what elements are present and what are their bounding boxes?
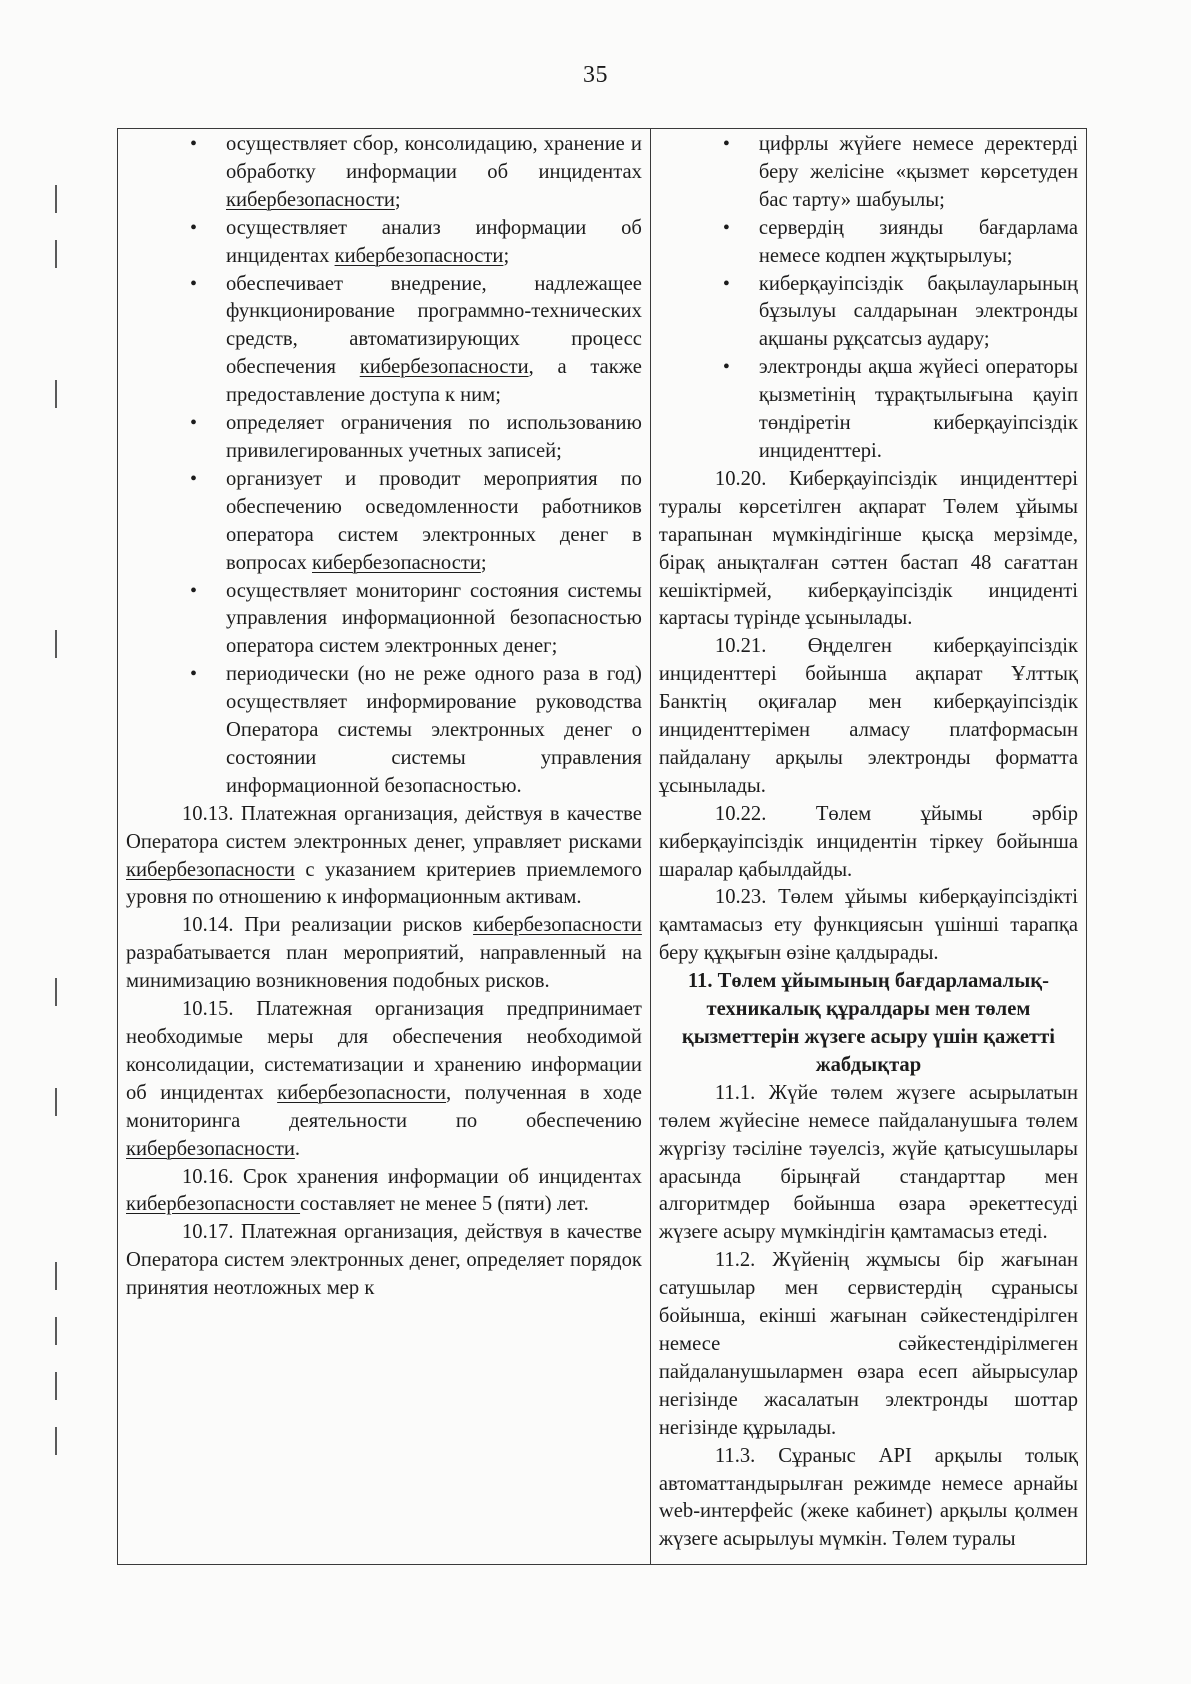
text-run: периодически (но не реже одного раза в год) осуществляет информирование руководства Оператора системы электронных денег о состоянии системы управления информационной безопасностью. xyxy=(226,663,642,797)
text-run: 11.1. Жүйе төлем жүзеге асырылатын төлем жүйесіне немесе пайдаланушыға төлем жүргізу тәсіліне тәуелсіз, жүйе қатысушылары арасында бірыңғай стандарттар мен алгоритмдер бойынша өзара әрекеттесуді жүзеге асыру мүмкіндігін қамтамасыз етеді. xyxy=(658,1081,1078,1244)
bullet-item xyxy=(659,354,1078,466)
text-run: ; xyxy=(503,244,510,267)
text-run: 11.3. Сұраныс API арқылы толық автоматтандырылған режимде немесе арнайы web-интерфейс (жеке кабинет) арқылы қолмен жүзеге асырылуы мүмкін. Төлем туралы xyxy=(658,1444,1078,1551)
text-run: 10.13. Платежная организация, действуя в качестве Оператора систем электронных денег, управляет рисками xyxy=(126,802,642,853)
bullet-item xyxy=(659,215,1078,271)
clause-paragraph xyxy=(126,1164,642,1220)
section-heading: 11. Төлем ұйымының бағдарламалық-техникалық құралдары мен төлем қызметтерін жүзеге асыру үшін қажетті жабдықтар xyxy=(681,970,1056,1076)
text-run: 10.21. Өңделген киберқауіпсіздік инциденттері бойынша ақпарат Ұлттық Банктің оқиғалар мен киберқауіпсіздік инциденттерімен алмасу платформасын пайдалану арқылы электронды форматта ұсынылады. xyxy=(658,635,1078,797)
text-run: осуществляет сбор, консолидацию, хранение и обработку информации об инцидентах xyxy=(226,133,642,183)
bullet-item xyxy=(126,661,642,801)
left-bullet-list xyxy=(126,131,642,801)
clause-paragraph xyxy=(126,801,642,913)
bullet-item xyxy=(126,215,642,271)
change-bar-mark xyxy=(55,1427,57,1455)
text-run: определяет ограничения по использованию привилегированных учетных записей; xyxy=(226,412,642,462)
change-bar-mark xyxy=(55,1088,57,1116)
right-paragraphs-before-heading xyxy=(659,466,1078,968)
underlined-term: кибербезопасности xyxy=(334,244,504,267)
text-run: цифрлы жүйеге немесе деректерді беру желісіне «қызмет көрсетуден бас тарту» шабуылы; xyxy=(758,133,1078,211)
left-column-russian xyxy=(118,129,651,1564)
text-run: 10.17. Платежная организация, действуя в качестве Оператора систем электронных денег, определяет порядок принятия неотложных мер к xyxy=(126,1221,642,1300)
bullet-dot-icon: • xyxy=(722,133,730,155)
underlined-term: кибербезопасности xyxy=(473,914,642,937)
underlined-term: кибербезопасности xyxy=(226,188,395,211)
bullet-item xyxy=(659,131,1078,215)
text-run: ; xyxy=(394,188,401,211)
change-bar-mark xyxy=(55,185,57,213)
text-run: с указанием критериев приемлемого уровня по отношению к информационным активам. xyxy=(126,858,642,909)
bullet-dot-icon: • xyxy=(190,467,198,490)
left-paragraphs xyxy=(126,801,642,1303)
underlined-term: кибербезопасности xyxy=(359,356,529,379)
text-run: киберқауіпсіздік бақылауларының бұзылуы салдарынан электронды ақшаны рұқсатсыз аудару; xyxy=(758,272,1078,351)
clause-paragraph xyxy=(126,996,642,1163)
underlined-term: кибербезопасности xyxy=(126,1193,301,1216)
clause-paragraph xyxy=(659,1443,1078,1555)
change-bar-mark xyxy=(55,240,57,268)
clause-paragraph xyxy=(659,633,1078,800)
text-run: обеспечивает внедрение, надлежащее функционирование программно-технических средств, автоматизирующих процесс обеспечения xyxy=(226,272,642,379)
text-run: 10.14. При реализации рисков xyxy=(182,914,474,937)
text-run: 10.23. Төлем ұйымы киберқауіпсіздікті қамтамасыз ету функциясын үшінші тарапқа беру құқығын өзіне қалдырады. xyxy=(658,886,1078,965)
bullet-item xyxy=(126,410,642,466)
bullet-dot-icon: • xyxy=(190,412,198,435)
change-bar-mark xyxy=(55,1317,57,1345)
clause-paragraph xyxy=(659,801,1078,885)
change-bar-mark xyxy=(55,1372,57,1400)
underlined-term: кибербезопасности xyxy=(126,1137,295,1160)
clause-paragraph xyxy=(659,1080,1078,1247)
text-run: сервердің зиянды бағдарлама немесе кодпен жұқтырылуы; xyxy=(758,216,1078,267)
bullet-dot-icon: • xyxy=(190,133,198,155)
right-bullet-list xyxy=(659,131,1078,466)
right-column-kazakh xyxy=(651,129,1086,1564)
bullet-item xyxy=(126,578,642,662)
clause-paragraph xyxy=(659,884,1078,968)
page-number: 35 xyxy=(583,62,608,88)
bullet-dot-icon: • xyxy=(722,272,730,295)
text-run: ; xyxy=(480,551,487,574)
underlined-term: кибербезопасности xyxy=(312,551,481,574)
change-bar-mark xyxy=(55,978,57,1006)
text-run: 10.15. Платежная организация предпринимает необходимые меры для обеспечения необходимой консолидации, систематизации и хранению информации об инцидентах xyxy=(126,998,642,1104)
text-run: составляет не менее 5 (пяти) лет. xyxy=(300,1193,589,1216)
text-run: организует и проводит мероприятия по обеспечению осведомленности работников оператора систем электронных денег в вопросах xyxy=(226,467,642,574)
right-paragraphs-after-heading xyxy=(659,1080,1078,1554)
bullet-dot-icon: • xyxy=(190,663,198,686)
underlined-term: кибербезопасности xyxy=(277,1081,446,1104)
text-run: 11.2. Жүйенің жұмысы бір жағынан сатушылар мен сервистердің сұранысы бойынша, екінші жағынан сәйкестендірілген немесе сәйкестендірілмеген пайдаланушылармен өзара есеп айырысулар негізінде жасалатын электронды шоттар негізінде құрылады. xyxy=(658,1249,1078,1439)
text-run: осуществляет мониторинг состояния системы управления информационной безопасностью оператора систем электронных денег; xyxy=(226,579,642,658)
bullet-dot-icon: • xyxy=(722,356,730,379)
clause-paragraph xyxy=(126,912,642,996)
bullet-item xyxy=(126,466,642,578)
text-run: электронды ақша жүйесі операторы қызметінің тұрақтылығына қауіп төндіретін киберқауіпсіздік инциденттері. xyxy=(758,356,1078,462)
text-run: осуществляет анализ информации об инцидентах xyxy=(226,216,642,267)
change-bar-mark xyxy=(55,380,57,408)
underlined-term: кибербезопасности xyxy=(126,858,295,881)
bullet-dot-icon: • xyxy=(190,216,198,239)
clause-paragraph xyxy=(126,1219,642,1303)
text-run: 10.16. Срок хранения информации об инцидентах xyxy=(182,1165,642,1188)
text-run: , а также предоставление доступа к ним; xyxy=(226,356,642,407)
change-bar-mark xyxy=(55,630,57,658)
bullet-item xyxy=(126,131,642,215)
bullet-item xyxy=(659,271,1078,355)
bullet-dot-icon: • xyxy=(190,579,198,602)
clause-paragraph xyxy=(659,1247,1078,1442)
text-run: . xyxy=(294,1137,301,1160)
change-bar-mark xyxy=(55,1262,57,1290)
clause-paragraph xyxy=(659,466,1078,633)
text-run: разрабатывается план мероприятий, направленный на минимизацию возникновения подобных рисков. xyxy=(126,942,642,993)
bullet-item xyxy=(126,271,642,411)
two-column-table xyxy=(117,128,1087,1565)
text-run: 10.20. Киберқауіпсіздік инциденттері туралы көрсетілген ақпарат Төлем ұйымы тарапынан мүмкіндігінше қысқа мерзімде, бірақ анықталған сәттен бастап 48 сағаттан кешіктірмей, киберқауіпсіздік инциденті картасы түрінде ұсынылады. xyxy=(658,467,1078,630)
bullet-dot-icon: • xyxy=(190,272,198,295)
text-run: 10.22. Төлем ұйымы әрбір киберқауіпсіздік инцидентін тіркеу бойынша шаралар қабылдайды. xyxy=(658,802,1078,881)
text-run: , полученная в ходе мониторинга деятельности по обеспечению xyxy=(126,1081,642,1132)
bullet-dot-icon: • xyxy=(722,216,730,239)
